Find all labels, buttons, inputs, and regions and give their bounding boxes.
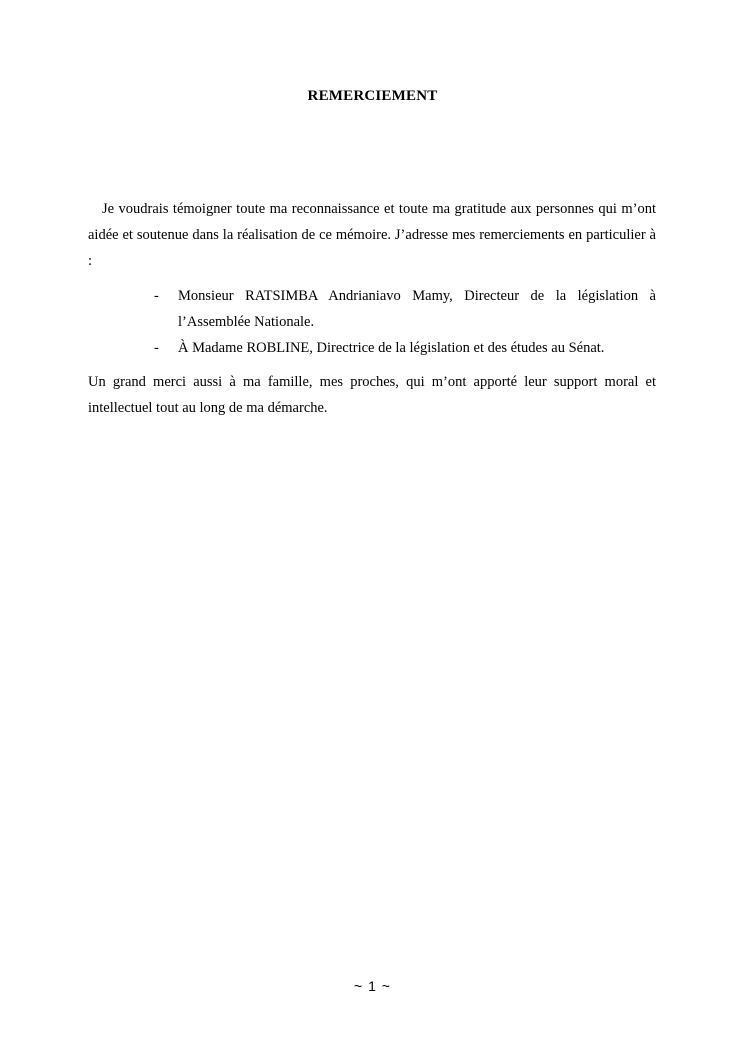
list-item-text: Monsieur RATSIMBA Andrianiavo Mamy, Directeur de la législation à l’Assemblée Nationale. (178, 288, 656, 330)
list-item-text: À Madame ROBLINE, Directrice de la législation et des études au Sénat. (178, 340, 605, 356)
list-bullet: - (154, 340, 159, 356)
page-title: REMERCIEMENT (307, 88, 438, 104)
list-item (88, 335, 656, 361)
intro-paragraph: Je voudrais témoigner toute ma reconnaissance et toute ma gratitude aux personnes qui m’ont aidée et soutenue dans la réalisation de ce mémoire. J’adresse mes remerciements en particulier à : (88, 201, 656, 269)
acknowledgement-list (88, 283, 656, 361)
closing-paragraph: Un grand merci aussi à ma famille, mes proches, qui m’ont apporté leur support moral et intellectuel tout au long de ma démarche. (88, 374, 656, 416)
page-number: ~ 1 ~ (354, 978, 391, 994)
list-item (88, 283, 656, 335)
list-bullet: - (154, 288, 159, 304)
